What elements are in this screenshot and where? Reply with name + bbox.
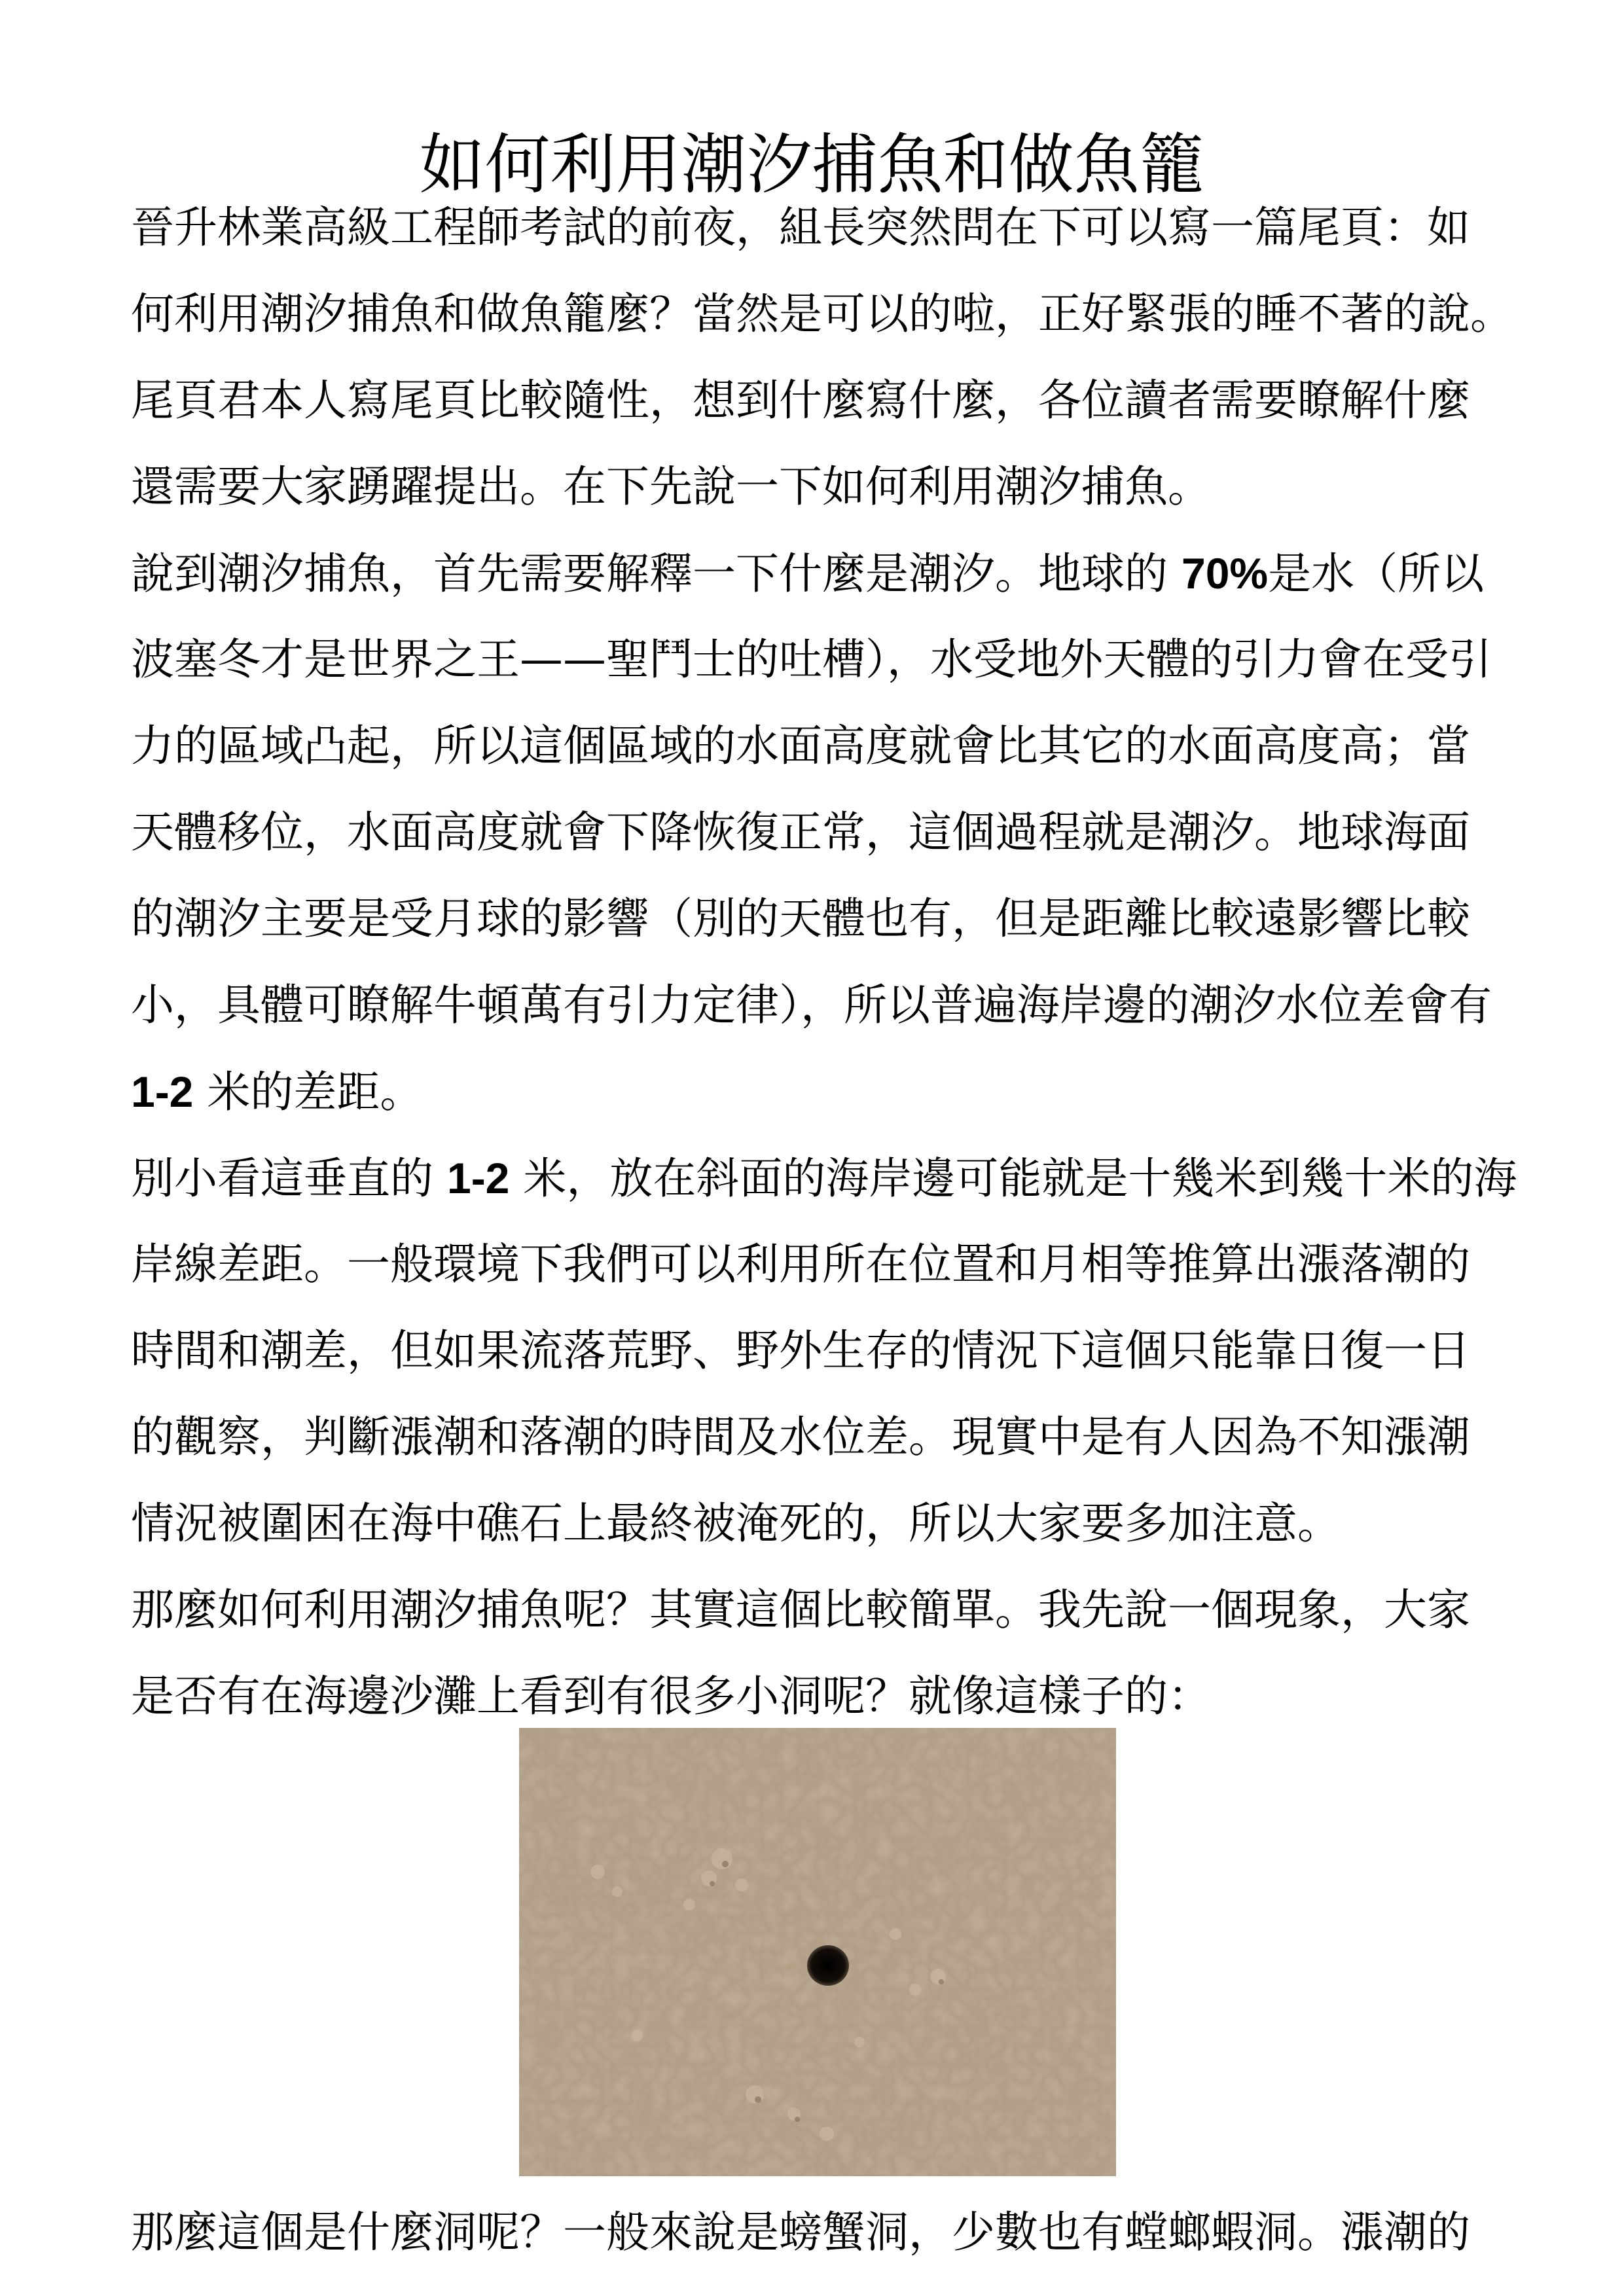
paragraph-line: 岸線差距。一般環境下我們可以利用所在位置和月相等推算出漲落潮的 bbox=[131, 1239, 1470, 1289]
sand-crab-hole-photo bbox=[519, 1728, 1116, 2176]
paragraph-line: 天體移位，水面高度就會下降恢復正常，這個過程就是潮汐。地球海面 bbox=[131, 807, 1470, 857]
paragraph-line: 力的區域凸起，所以這個區域的水面高度就會比其它的水面高度高；當 bbox=[131, 721, 1470, 771]
paragraph-line: 何利用潮汐捕魚和做魚籠麼？當然是可以的啦，正好緊張的睡不著的說。 bbox=[131, 289, 1513, 339]
paragraph-line: 是否有在海邊沙灘上看到有很多小洞呢？就像這樣子的： bbox=[131, 1671, 1211, 1721]
paragraph-line: 尾頁君本人寫尾頁比較隨性，想到什麼寫什麼，各位讀者需要瞭解什麼 bbox=[131, 375, 1470, 425]
paragraph-line: 晉升林業高級工程師考試的前夜，組長突然問在下可以寫一篇尾頁：如 bbox=[131, 202, 1470, 253]
percent-value: 70% bbox=[1181, 549, 1269, 598]
paragraph-line: 還需要大家踴躍提出。在下先說一下如何利用潮汐捕魚。 bbox=[131, 461, 1211, 512]
paragraph-line: 的潮汐主要是受月球的影響（別的天體也有，但是距離比較遠影響比較 bbox=[131, 893, 1470, 944]
paragraph-line: 別小看這垂直的 1-2 米，放在斜面的海岸邊可能就是十幾米到幾十米的海 bbox=[131, 1153, 1517, 1204]
paragraph-line: 波塞冬才是世界之王——聖鬥士的吐槽），水受地外天體的引力會在受引 bbox=[131, 634, 1492, 685]
paragraph-line: 的觀察，判斷漲潮和落潮的時間及水位差。現實中是有人因為不知漲潮 bbox=[131, 1412, 1470, 1462]
paragraph-line: 那麼如何利用潮汐捕魚呢？其實這個比較簡單。我先說一個現象，大家 bbox=[131, 1585, 1470, 1635]
paragraph-line: 1-2 米的差距。 bbox=[131, 1067, 424, 1117]
paragraph-line: 那麼這個是什麼洞呢？一般來說是螃蟹洞，少數也有螳螂蝦洞。漲潮的 bbox=[131, 2207, 1470, 2257]
paragraph-line: 說到潮汐捕魚，首先需要解釋一下什麼是潮汐。地球的 70%是水（所以 bbox=[131, 548, 1485, 599]
paragraph-line: 小，具體可瞭解牛頓萬有引力定律），所以普遍海岸邊的潮汐水位差會有 bbox=[131, 980, 1492, 1030]
range-value: 1-2 bbox=[131, 1067, 194, 1116]
page-title: 如何利用潮汐捕魚和做魚籠 bbox=[419, 126, 1205, 203]
range-value: 1-2 bbox=[446, 1154, 510, 1202]
paragraph-line: 時間和潮差，但如果流落荒野、野外生存的情況下這個只能靠日復一日 bbox=[131, 1325, 1470, 1376]
paragraph-line: 情況被圍困在海中礁石上最終被淹死的，所以大家要多加注意。 bbox=[131, 1498, 1341, 1549]
